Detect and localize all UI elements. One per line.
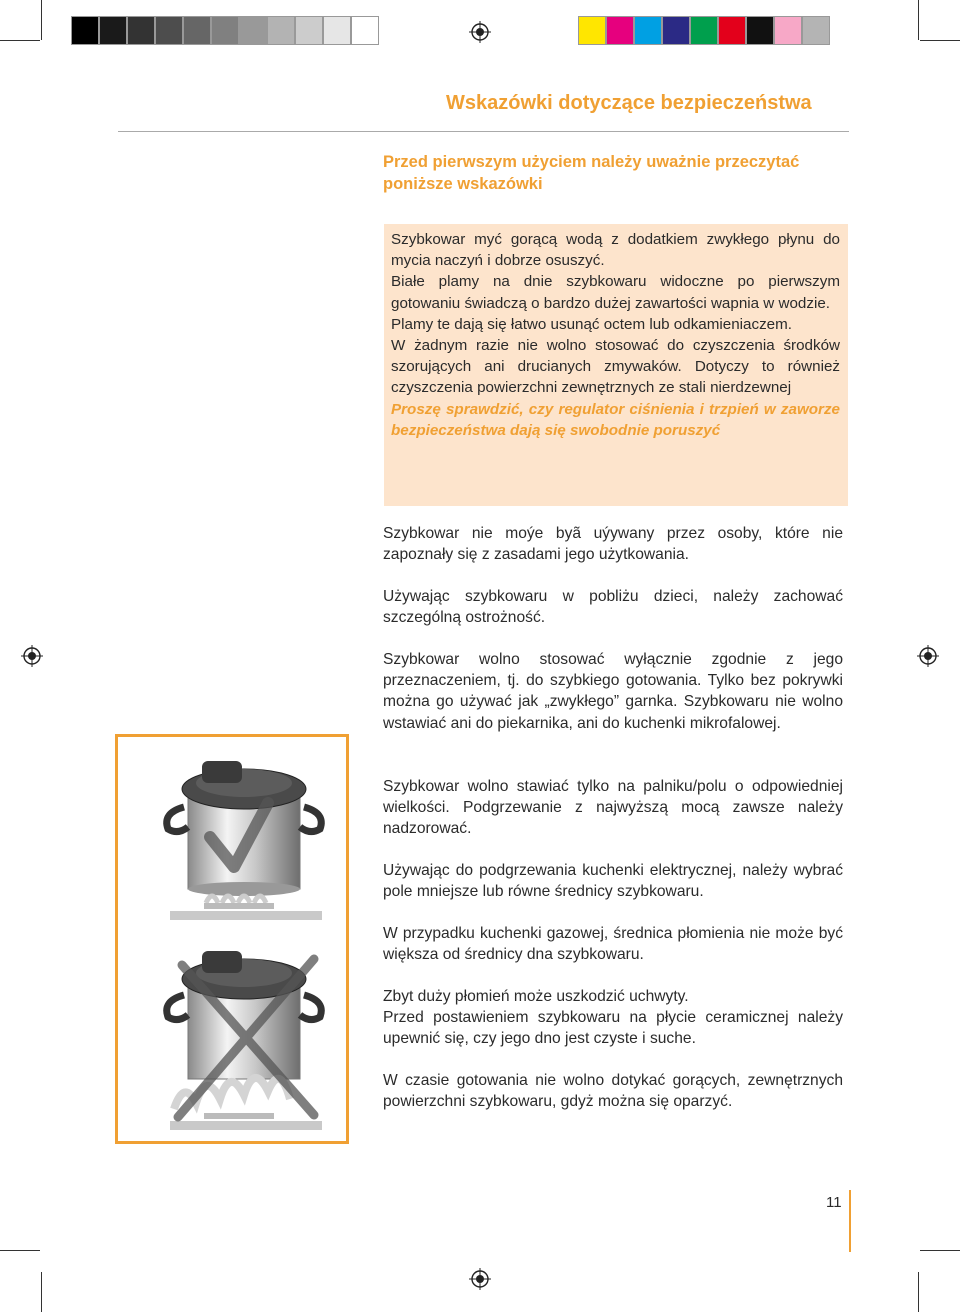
crop-mark [41, 0, 42, 40]
box-line: W żadnym razie nie wolno stosować do czyszczenia środków szorujących ani drucianych zmywaków. Dotyczy to również czyszczenia powierzchni zewnętrznych ze stali nierdzewnej [391, 337, 840, 397]
color-swatch [774, 16, 802, 45]
cooker-illustration-svg [118, 737, 346, 1141]
paragraph-text: W przypadku kuchenki gazowej, średnica płomienia nie może być większa od średnicy dna szybkowaru. [383, 925, 843, 964]
intro-line: poniższe wskazówki [383, 175, 543, 193]
color-swatch-bar [578, 16, 830, 45]
paragraph-text: Przed postawieniem szybkowaru na płycie ceramicznej należy upewnić się, czy jego dno jest czyste i suche. [383, 1009, 843, 1048]
paragraph [383, 649, 843, 734]
paragraph-text: Szybkowar wolno stosować wyłącznie zgodnie z jego przeznaczeniem, tj. do szybkiego gotowania. Tylko bez pokrywki można go używać jak „zwykłego” garnka. Szybkowaru nie wolno wstawiać ani do piekarnika, ani do kuchenki mikrofalowej. [383, 651, 843, 732]
paragraph-text: Używając szybkowaru w pobliżu dzieci, należy zachować szczególną ostrożność. [383, 588, 843, 627]
color-swatch [239, 16, 267, 45]
paragraph [383, 860, 843, 902]
color-swatch [746, 16, 774, 45]
color-swatch [323, 16, 351, 45]
color-swatch [295, 16, 323, 45]
crop-mark [920, 40, 960, 41]
crop-mark [918, 0, 919, 40]
paragraph [383, 1070, 843, 1112]
page-number: 11 [826, 1194, 842, 1211]
color-swatch [634, 16, 662, 45]
intro-line: Przed pierwszym użyciem należy uważnie przeczytać [383, 153, 800, 171]
cooker-illustration [115, 734, 349, 1144]
color-swatch [606, 16, 634, 45]
page-number-rule [849, 1190, 851, 1252]
paragraph-text: Szybkowar wolno stawiać tylko na palniku/polu o odpowiedniej wielkości. Podgrzewanie z najwyższą mocą zawsze należy nadzorować. [383, 778, 843, 838]
registration-mark-icon [469, 21, 491, 43]
title-divider [118, 131, 849, 132]
paragraph-text: W czasie gotowania nie wolno dotykać gorących, zewnętrznych powierzchni szybkowaru, gdyż można się oparzyć. [383, 1072, 843, 1111]
box-line: Białe plamy na dnie szybkowaru widoczne po pierwszym gotowaniu świadczą o bardzo dużej zawartości wapnia w wodzie. [391, 273, 840, 312]
color-swatch [183, 16, 211, 45]
box-line: Szybkowar myć gorącą wodą z dodatkiem zwykłego płynu do mycia naczyń i dobrze osuszyć. [391, 231, 840, 270]
cleaning-instructions-text [391, 229, 840, 441]
stove-top [170, 1121, 322, 1130]
color-swatch [211, 16, 239, 45]
crop-mark [41, 1272, 42, 1312]
color-swatch [99, 16, 127, 45]
intro-heading [383, 151, 843, 195]
color-swatch [802, 16, 830, 45]
crop-mark [0, 40, 40, 41]
color-swatch [127, 16, 155, 45]
paragraph-text: Szybkowar nie moýe byã uýywany przez osoby, które nie zapoznały się z zasadami jego użytkowania. [383, 525, 843, 564]
color-swatch [267, 16, 295, 45]
color-swatch [155, 16, 183, 45]
burner-flame-icon [204, 896, 274, 909]
gray-color-bar [71, 16, 379, 45]
paragraph-text: Używając do podgrzewania kuchenki elektrycznej, należy wybrać pole mniejsze lub równe średnicy szybkowaru. [383, 862, 843, 901]
registration-mark-icon [917, 645, 939, 667]
paragraph [383, 586, 843, 628]
box-warning: Proszę sprawdzić, czy regulator ciśnienia i trzpień w zaworze bezpieczeństwa dają się swobodnie poruszyć [391, 400, 840, 439]
paragraph [383, 776, 843, 840]
color-swatch [662, 16, 690, 45]
color-swatch [351, 16, 379, 45]
paragraph [383, 523, 843, 565]
paragraph [383, 986, 843, 1050]
page-title: Wskazówki dotyczące bezpieczeństwa [446, 92, 812, 114]
crop-mark [0, 1250, 40, 1251]
color-swatch [578, 16, 606, 45]
crop-mark [920, 1250, 960, 1251]
box-line: Plamy te dają się łatwo usunąć octem lub odkamieniaczem. [391, 315, 792, 333]
color-swatch [718, 16, 746, 45]
stove-top [170, 911, 322, 920]
color-swatch [690, 16, 718, 45]
color-swatch [71, 16, 99, 45]
registration-mark-icon [469, 1268, 491, 1290]
paragraph-text: Zbyt duży płomień może uszkodzić uchwyty. [383, 988, 689, 1005]
pressure-cooker-icon [167, 761, 322, 896]
crop-mark [918, 1272, 919, 1312]
paragraph [383, 923, 843, 965]
registration-mark-icon [21, 645, 43, 667]
